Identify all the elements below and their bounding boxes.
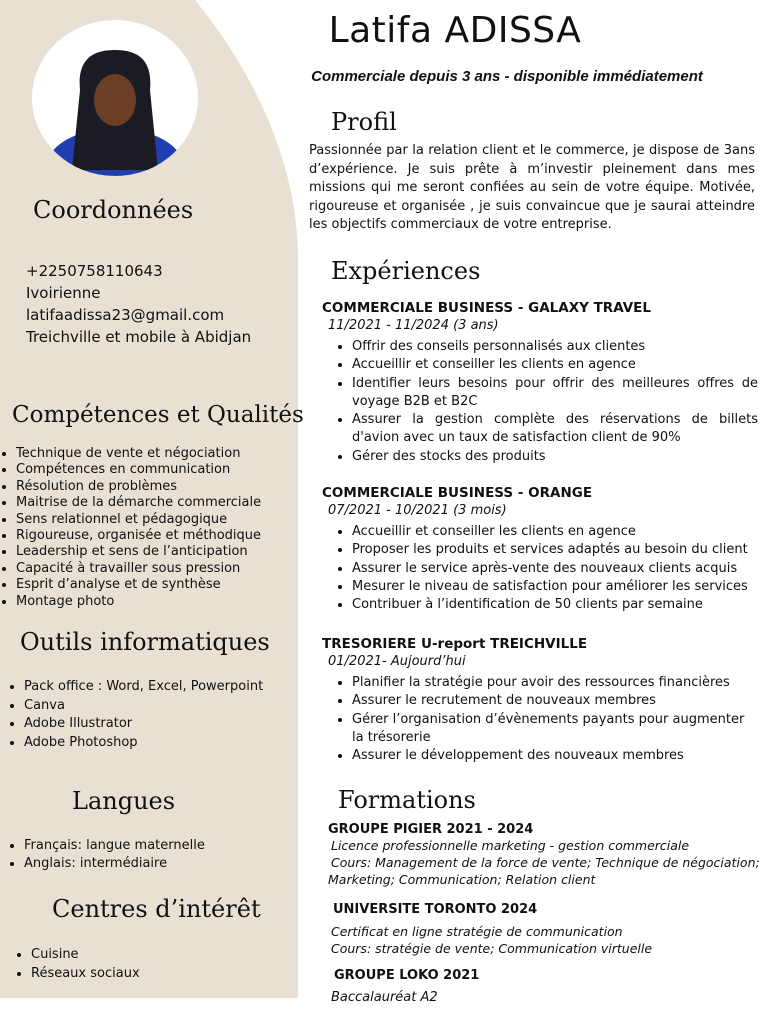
list-item: • Anglais: intermédiaire [24, 855, 309, 873]
tools-heading: Outils informatiques [20, 628, 270, 656]
contact-block [26, 260, 251, 348]
list-item: • Offrir des conseils personnalisés aux clientes [352, 338, 758, 356]
list-item: • Leadership et sens de l’anticipation [16, 544, 306, 560]
list-item: • Mesurer le niveau de satisfaction pour améliorer les services [352, 578, 758, 596]
tools-list [8, 678, 309, 752]
languages-list [8, 837, 309, 873]
list-item: • Assurer la gestion complète des réservations de billets d'avion avec un taux de satisfaction client de 90% [352, 411, 758, 448]
email-address: latifaadissa23@gmail.com [26, 306, 225, 324]
list-item: • Proposer les produits et services adaptés au besoin du client [352, 541, 758, 559]
candidate-name: Latifa ADISSA [328, 10, 582, 51]
education-line: Baccalauréat A2 [331, 990, 438, 1005]
list-item: • Français: langue maternelle [24, 837, 309, 855]
education-line: Marketing; Communication; Relation client [328, 872, 596, 887]
list-item: • Assurer le service après-vente des nouveaux clients acquis [352, 560, 758, 578]
list-item: • Adobe Photoshop [24, 734, 309, 753]
job-entry [322, 300, 758, 466]
job-date: 01/2021- Aujourd’hui [328, 654, 466, 669]
list-item: • Adobe Illustrator [24, 715, 309, 734]
list-item: • Planifier la stratégie pour avoir des ressources financières [352, 674, 758, 692]
education-title: GROUPE LOKO 2021 [334, 968, 480, 983]
list-item: • Gérer l’organisation d’évènements payants pour augmenter la trésorerie [352, 711, 758, 748]
job-title: TRESORIERE U-report TREICHVILLE [322, 636, 588, 652]
education-title: UNIVERSITE TORONTO 2024 [333, 902, 538, 917]
list-item: • Montage photo [16, 594, 306, 610]
list-item: • Rigoureuse, organisée et méthodique [16, 528, 306, 544]
list-item: • Gérer des stocks des produits [352, 448, 758, 466]
list-item: • Technique de vente et négociation [16, 446, 306, 462]
job-tasks [336, 338, 758, 466]
list-item: • Accueillir et conseiller les clients en agence [352, 523, 758, 541]
profile-heading: Profil [331, 108, 397, 136]
job-tasks [336, 523, 758, 614]
nationality: Ivoirienne [26, 284, 101, 302]
list-item: • Résolution de problèmes [16, 479, 306, 495]
list-item: • Identifier leurs besoins pour offrir des meilleures offres de voyage B2B et B2C [352, 375, 758, 412]
avatar [32, 20, 198, 176]
job-title: COMMERCIALE BUSINESS - ORANGE [322, 485, 593, 501]
list-item: • Maitrise de la démarche commerciale [16, 495, 306, 511]
education-heading: Formations [338, 786, 476, 814]
interests-heading: Centres d’intérêt [52, 895, 261, 923]
education-entry [328, 822, 764, 888]
list-item: • Esprit d’analyse et de synthèse [16, 577, 306, 593]
job-tasks [336, 674, 758, 765]
languages-heading: Langues [72, 787, 176, 815]
experience-heading: Expériences [331, 257, 481, 285]
education-entry [333, 902, 763, 957]
job-entry [322, 636, 758, 765]
list-item: • Contribuer à l’identification de 50 clients par semaine [352, 596, 758, 614]
profile-photo [32, 20, 198, 176]
phone-number: +2250758110643 [26, 262, 163, 280]
location: Treichville et mobile à Abidjan [26, 328, 252, 346]
list-item: • Assurer le recrutement de nouveaux membres [352, 692, 758, 710]
job-entry [322, 485, 758, 614]
list-item: • Assurer le développement des nouveaux membres [352, 747, 758, 765]
education-line: Cours: Management de la force de vente; Technique de négociation; [331, 855, 760, 870]
education-entry [331, 968, 764, 1006]
list-item: • Réseaux sociaux [31, 964, 301, 983]
job-date: 11/2021 - 11/2024 (3 ans) [328, 318, 499, 333]
education-line: Certificat en ligne stratégie de communication [331, 924, 623, 939]
headline: Commerciale depuis 3 ans - disponible immédiatement [311, 68, 703, 85]
list-item: • Canva [24, 697, 309, 716]
education-line: Licence professionnelle marketing - gestion commerciale [331, 838, 690, 853]
profile-text: Passionnée par la relation client et le commerce, je dispose de 3ans d’expérience. Je suis prête à m’investir pleinement dans mes missions qui me seront confiées au sein de votre équipe. Motivée, rigoureuse et organisée , je suis convaincue que je saurai atteindre les objectifs commerciaux de votre entreprise. [309, 143, 755, 232]
contact-heading: Coordonnées [33, 196, 194, 224]
education-line: Cours: stratégie de vente; Communication virtuelle [331, 941, 653, 956]
interests-list [15, 945, 301, 983]
education-title: GROUPE PIGIER 2021 - 2024 [328, 822, 534, 837]
list-item: • Capacité à travailler sous pression [16, 561, 306, 577]
list-item: • Accueillir et conseiller les clients en agence [352, 356, 758, 374]
job-date: 07/2021 - 10/2021 (3 mois) [328, 503, 507, 518]
list-item: • Cuisine [31, 945, 301, 964]
list-item: • Compétences en communication [16, 462, 306, 478]
list-item: • Pack office : Word, Excel, Powerpoint [24, 678, 309, 697]
skills-heading: Compétences et Qualités [12, 402, 304, 428]
job-title: COMMERCIALE BUSINESS - GALAXY TRAVEL [322, 300, 652, 316]
skills-list [0, 446, 306, 610]
list-item: • Sens relationnel et pédagogique [16, 512, 306, 528]
